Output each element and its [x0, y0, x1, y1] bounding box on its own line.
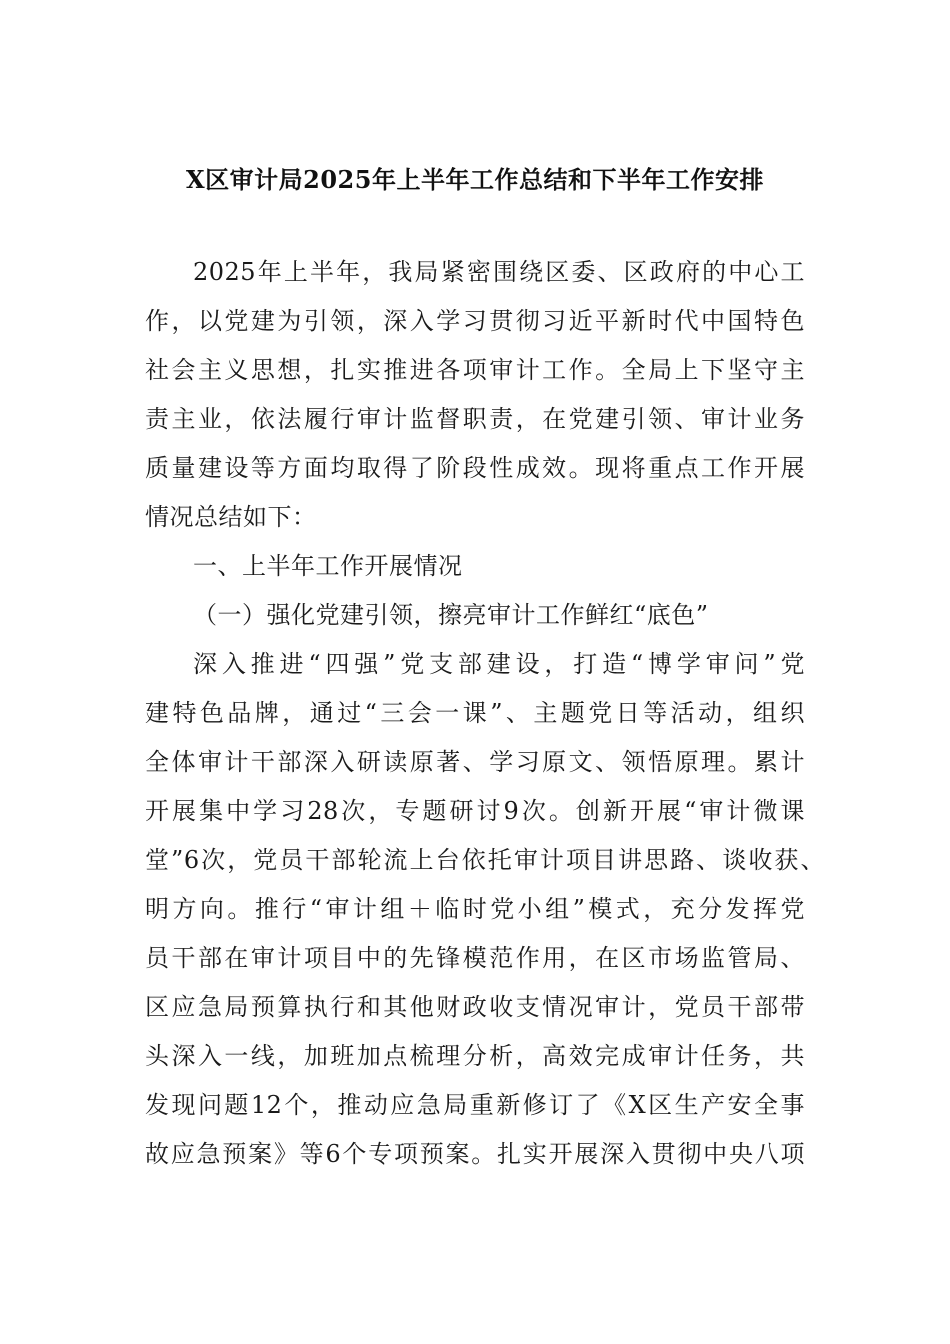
document-title: X区审计局2025年上半年工作总结和下半年工作安排	[186, 165, 764, 194]
paragraph-line: 发现问题12个，推动应急局重新修订了《X区生产安全事	[145, 1091, 805, 1119]
paragraph-line: 情况总结如下：	[145, 503, 317, 531]
document-body	[145, 248, 825, 1179]
paragraph-line: 头深入一线，加班加点梳理分析，高效完成审计任务，共	[145, 1042, 805, 1070]
paragraph-line: 责主业，依法履行审计监督职责，在党建引领、审计业务	[145, 405, 805, 433]
paragraph-line: 社会主义思想，扎实推进各项审计工作。全局上下坚守主	[145, 356, 805, 384]
paragraph-line: 故应急预案》等6个专项预案。扎实开展深入贯彻中央八项	[145, 1140, 805, 1168]
paragraph-line: 作，以党建为引领，深入学习贯彻习近平新时代中国特色	[145, 307, 805, 335]
paragraph-line: 开展集中学习28次，专题研讨9次。创新开展“审计微课	[145, 797, 805, 825]
paragraph-line: 建特色品牌，通过“三会一课”、主题党日等活动，组织	[145, 699, 805, 727]
paragraph-line: 明方向。推行“审计组＋临时党小组”模式，充分发挥党	[145, 895, 805, 923]
paragraph-line: 2025年上半年，我局紧密围绕区委、区政府的中心工	[193, 258, 805, 286]
paragraph-line: 深入推进“四强”党支部建设，打造“博学审问”党	[193, 650, 805, 678]
paragraph-line: 堂”6次，党员干部轮流上台依托审计项目讲思路、谈收获、	[145, 846, 825, 874]
section-heading: 一、上半年工作开展情况	[193, 552, 463, 580]
paragraph-line: 质量建设等方面均取得了阶段性成效。现将重点工作开展	[145, 454, 805, 482]
paragraph-line: 区应急局预算执行和其他财政收支情况审计，党员干部带	[145, 993, 805, 1021]
paragraph-line: 全体审计干部深入研读原著、学习原文、领悟原理。累计	[145, 748, 805, 776]
subsection-heading: （一）强化党建引领，擦亮审计工作鲜红“底色”	[193, 601, 709, 629]
paragraph-line: 员干部在审计项目中的先锋模范作用，在区市场监管局、	[145, 944, 805, 972]
